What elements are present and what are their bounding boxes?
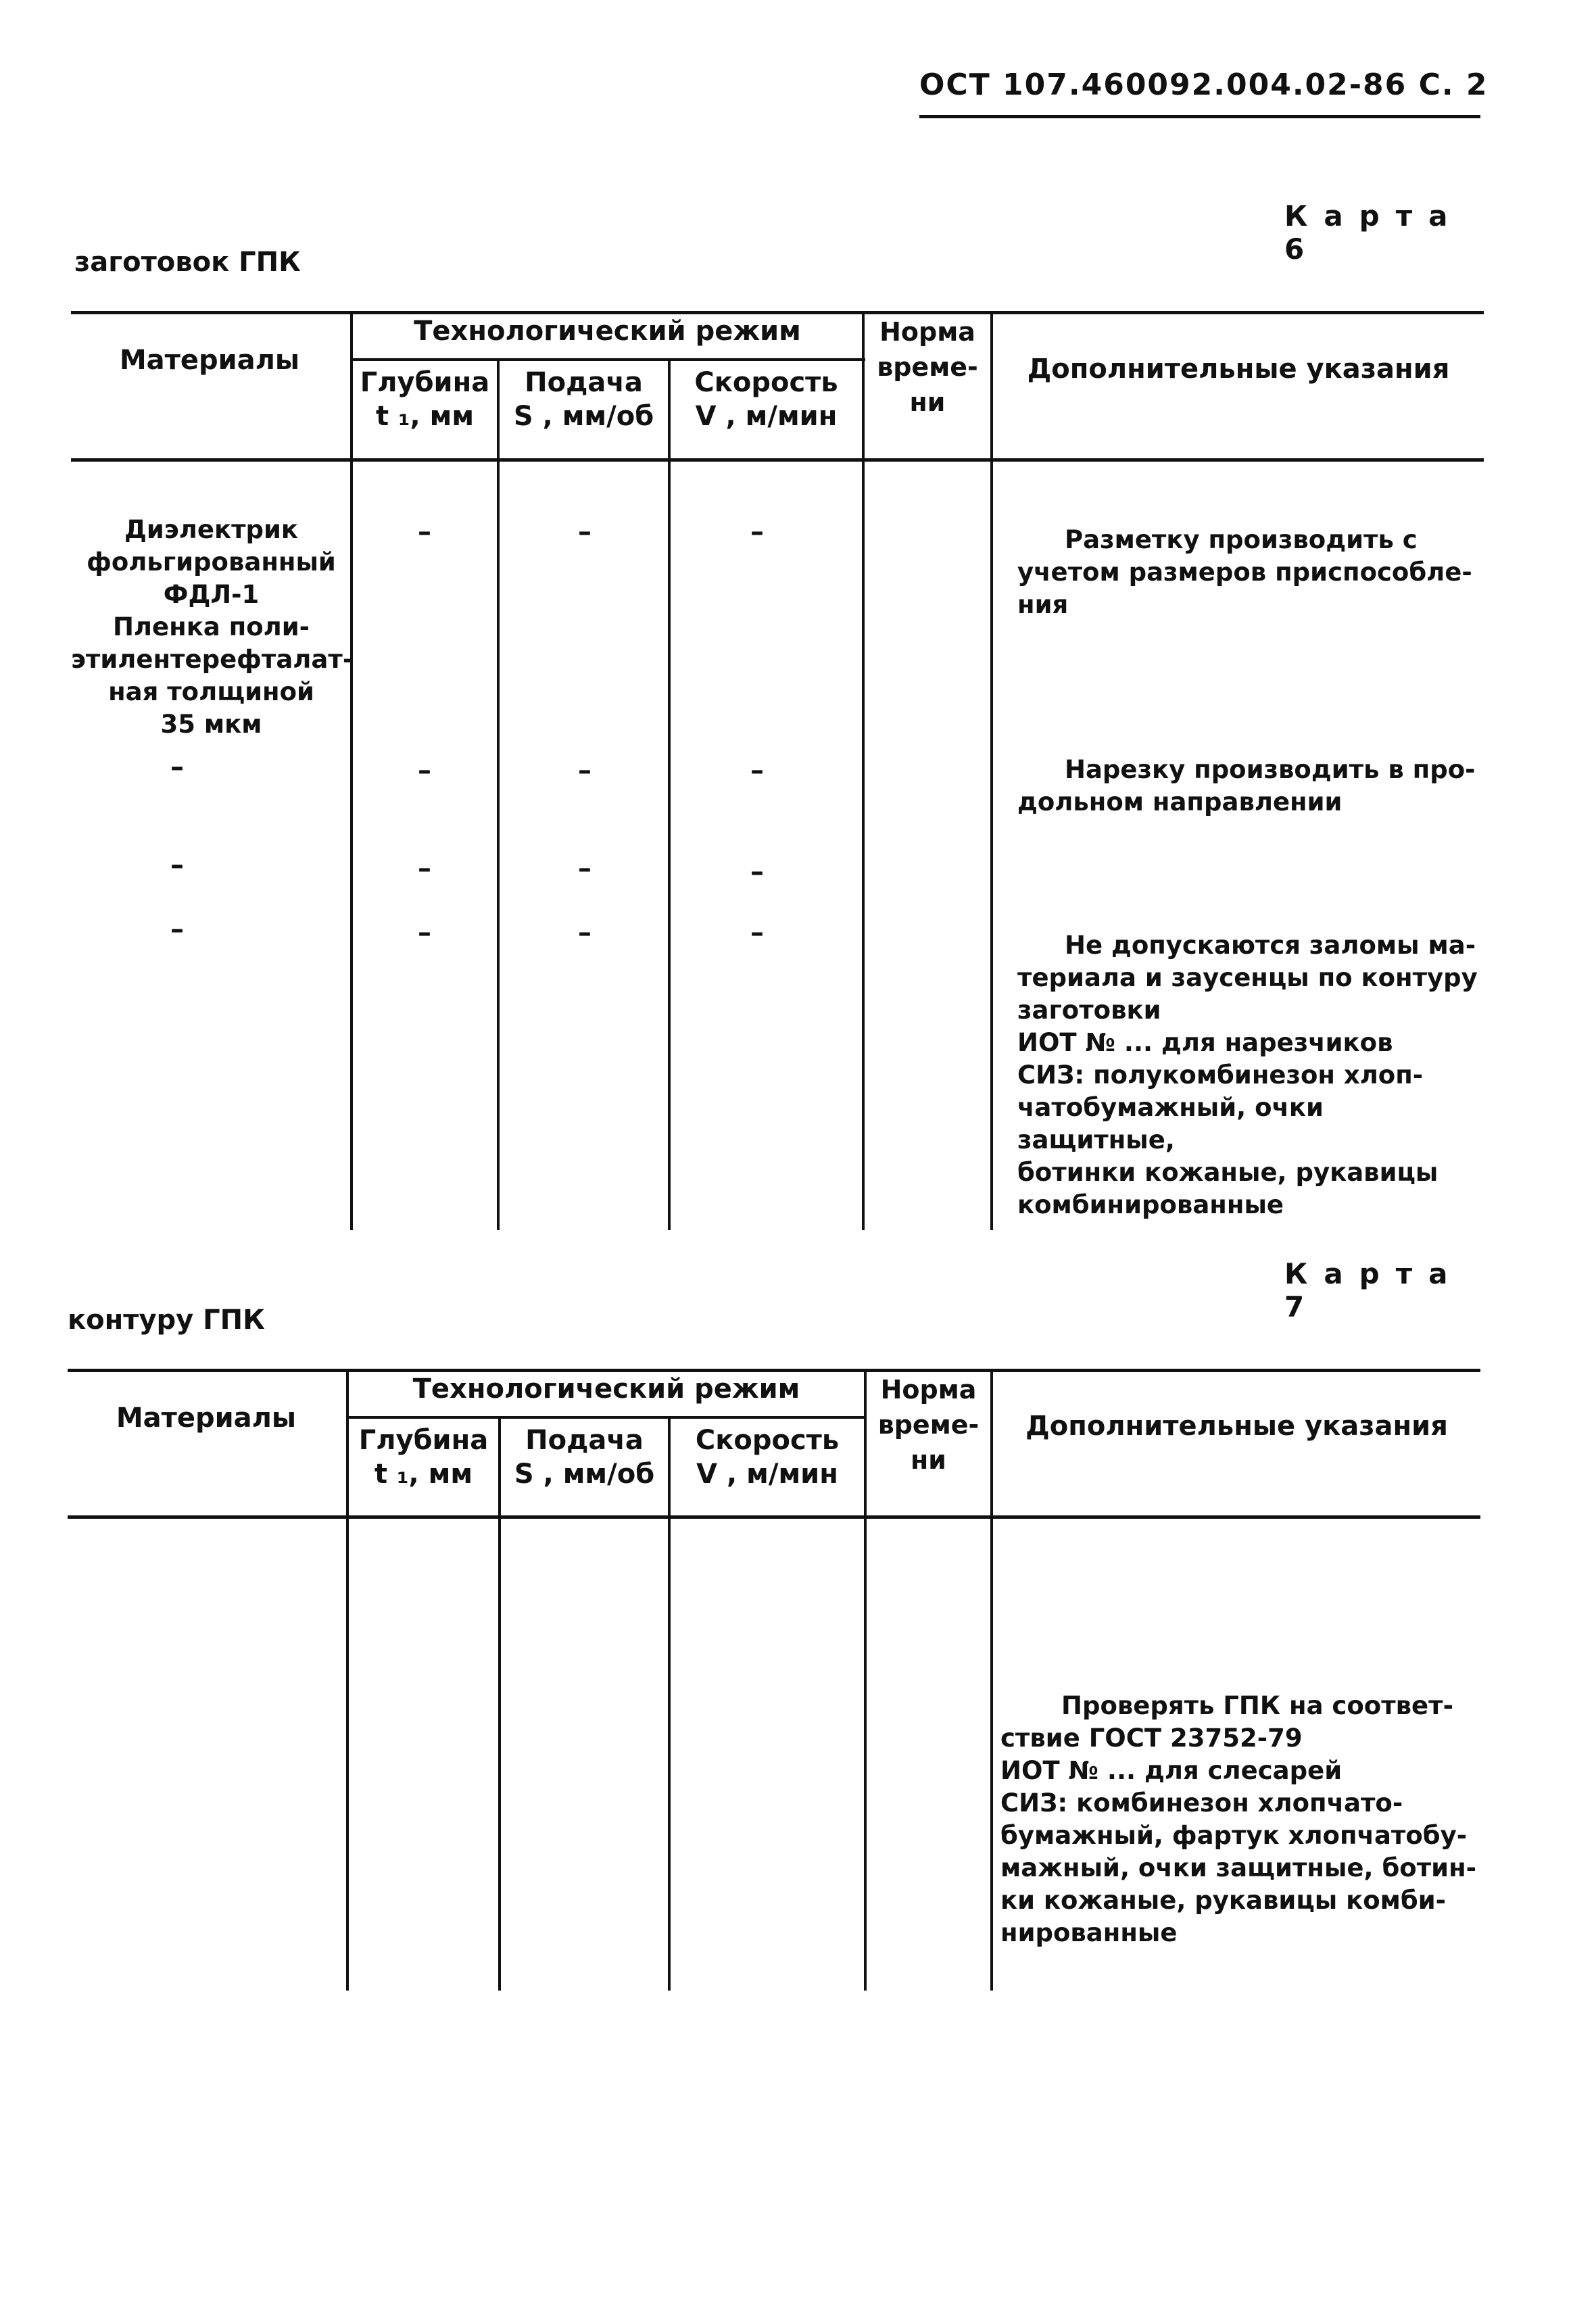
card6-row4-feed: – xyxy=(578,917,591,948)
card6-row2-feed: – xyxy=(578,755,591,786)
card6-row1-feed: – xyxy=(578,516,591,547)
card6-row3-speed: – xyxy=(750,856,764,887)
card6-header-bottom-rule xyxy=(71,458,1484,462)
card7-col-divider xyxy=(668,1417,671,1991)
card7-row1-notes: Проверять ГПК на соответ- ствие ГОСТ 23752-79 ИОТ № ... для слесарей СИЗ: комбинезон хлопчато- бумажный, фартук хлопчатобу- мажный, очки защитные, ботин- ки кожаные, рукавицы комби- нированные xyxy=(1000,1691,1476,1947)
card6-row2-notes: Нарезку производить в про- дольном направлении xyxy=(1017,755,1476,817)
card6-row2-material: – xyxy=(170,752,184,783)
card6-row1-material: Диэлектрик фольгированный ФДЛ-1 Пленка поли- этилентерефталат- ная толщиной 35 мкм xyxy=(71,515,354,739)
card7-header-feed-unit: S , мм/об xyxy=(514,1459,655,1490)
card6-row4-notes: Не допускаются заломы ма- териала и заусенцы по контуру заготовки ИОТ № ... для нарезчиков СИЗ: полукомбинезон хлоп- чатобумажный, очки защитные, ботинки кожаные, рукавицы комбинированные xyxy=(1017,931,1478,1219)
card7-header-materials: Материалы xyxy=(116,1403,297,1434)
card7-header-feed: Подача xyxy=(525,1425,644,1456)
card7-section-title: контуру ГПК xyxy=(68,1305,265,1336)
header-rule xyxy=(919,115,1480,118)
card7-header-norm-time: Норма време- ни xyxy=(877,1375,980,1475)
card7-header-speed-unit: V , м/мин xyxy=(696,1459,838,1490)
card6-row3-material: – xyxy=(170,850,184,881)
card7-subheader-rule xyxy=(348,1416,865,1419)
card6-row4-speed: – xyxy=(750,917,764,948)
card6-header-feed-unit: S , мм/об xyxy=(513,401,654,432)
card6-header-speed-unit: V , м/мин xyxy=(695,401,838,432)
card6-col-divider xyxy=(990,311,993,1230)
card6-header-depth-unit: t ₁, мм xyxy=(375,401,475,432)
card6-label: Карта 6 xyxy=(1284,199,1464,266)
card6-col-divider xyxy=(668,360,671,1230)
card7-col-divider xyxy=(990,1369,993,1991)
card6-header-notes: Дополнительные указания xyxy=(1027,354,1450,385)
card6-row1-notes: Разметку производить с учетом размеров приспособле- ния xyxy=(1017,525,1472,619)
card7-col-divider xyxy=(498,1417,501,1991)
card6-header-norm-time: Норма време- ни xyxy=(877,317,978,417)
card6-col-divider xyxy=(350,311,353,1230)
card7-header-notes: Дополнительные указания xyxy=(1025,1411,1448,1442)
card6-col-divider xyxy=(497,360,500,1230)
card7-header-speed: Скорость xyxy=(695,1425,840,1456)
card6-row3-feed: – xyxy=(578,853,591,884)
card7-header-depth-unit: t ₁, мм xyxy=(374,1459,473,1490)
card7-header-tech-mode: Технологический режим xyxy=(412,1373,800,1405)
document-code: ОСТ 107.460092.004.02-86 С. 2 xyxy=(919,68,1489,102)
card6-header-tech-mode: Технологический режим xyxy=(414,316,801,347)
card6-row2-depth: – xyxy=(418,755,431,786)
card7-header-bottom-rule xyxy=(68,1515,1480,1519)
card6-header-depth: Глубина xyxy=(360,367,490,398)
card7-header-depth: Глубина xyxy=(358,1425,489,1456)
card6-row4-material: – xyxy=(170,914,184,945)
card6-row3-depth: – xyxy=(418,853,431,884)
card6-row2-speed: – xyxy=(750,755,764,786)
card6-row1-depth: – xyxy=(418,516,431,547)
card6-col-divider xyxy=(862,311,865,1230)
card6-row4-depth: – xyxy=(418,917,431,948)
card6-header-speed: Скорость xyxy=(694,367,838,398)
card6-header-feed: Подача xyxy=(525,367,643,398)
card6-section-title: заготовок ГПК xyxy=(74,247,301,278)
card6-row1-speed: – xyxy=(750,516,764,547)
card7-label: Карта 7 xyxy=(1284,1257,1464,1323)
card6-header-materials: Материалы xyxy=(119,345,300,376)
card6-subheader-rule xyxy=(352,358,865,361)
